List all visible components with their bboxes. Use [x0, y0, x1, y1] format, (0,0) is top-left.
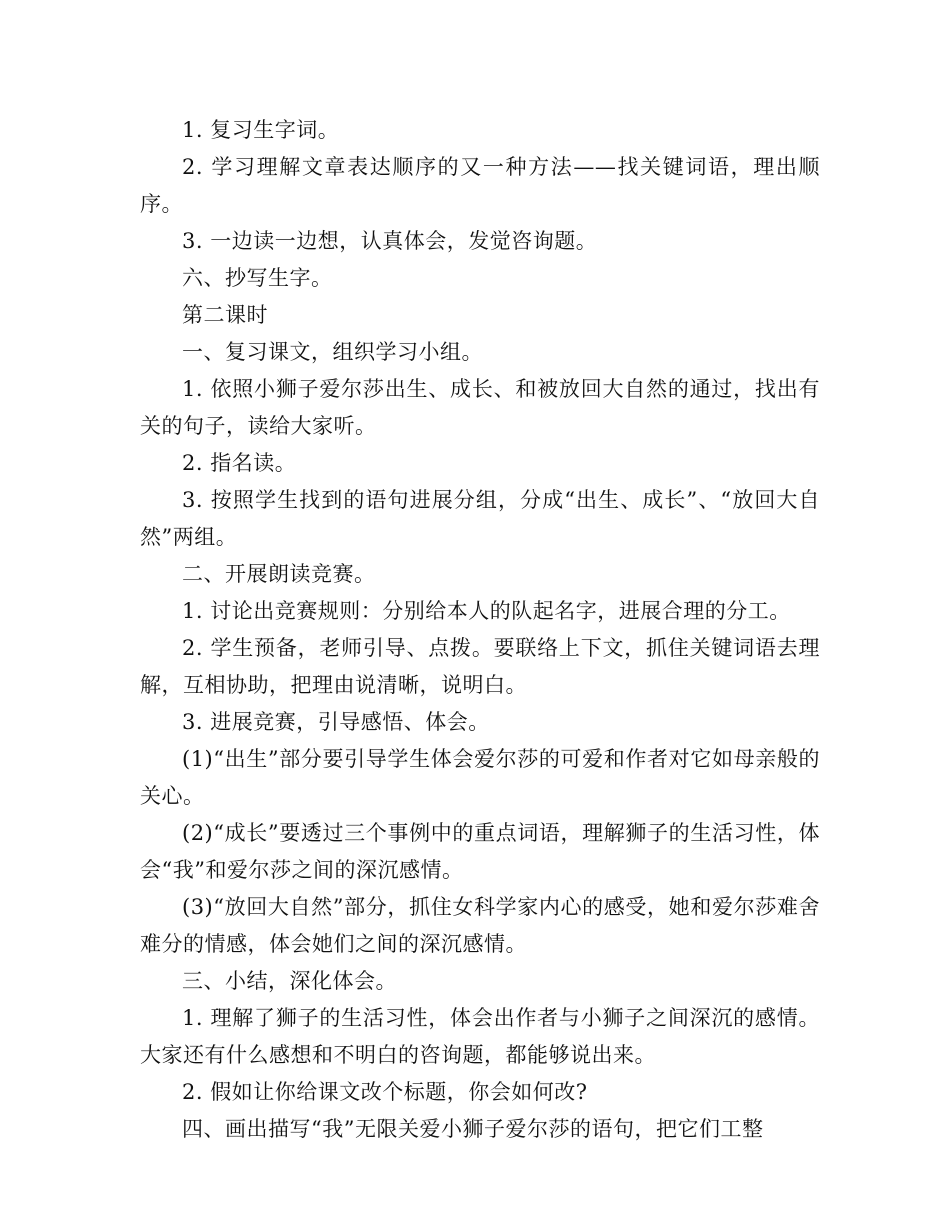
section-heading: 三、小结，深化体会。 [182, 969, 397, 993]
paragraph: 1. 依照小狮子爱尔莎出生、成长、和被放回大自然的通过，找出有关的句子，读给大家听。 [140, 377, 820, 438]
paragraph: 3. 按照学生找到的语句进展分组，分成“出生、成长”、“放回大自然”两组。 [140, 488, 820, 549]
paragraph: (1)“出生”部分要引导学生体会爱尔莎的可爱和作者对它如母亲般的关心。 [140, 747, 820, 808]
document-body [140, 112, 820, 1148]
paragraph: 3. 一边读一边想，认真体会，发觉咨询题。 [182, 229, 598, 253]
section-heading: 一、复习课文，组织学习小组。 [182, 340, 483, 364]
paragraph: 2. 学习理解文章表达顺序的又一种方法——找关键词语，理出顺序。 [140, 155, 820, 216]
paragraph: 3. 进展竞赛，引导感悟、体会。 [182, 710, 490, 734]
paragraph: 2. 指名读。 [182, 451, 297, 475]
paragraph: (3)“放回大自然”部分，抓住女科学家内心的感受，她和爱尔莎难舍难分的情感，体会她们之间的深沉感情。 [140, 895, 820, 956]
lesson-heading: 第二课时 [182, 303, 268, 327]
paragraph: 1. 理解了狮子的生活习性，体会出作者与小狮子之间深沉的感情。大家还有什么感想和不明白的咨询题，都能够说出来。 [140, 1006, 820, 1067]
paragraph: 1. 讨论出竞赛规则：分别给本人的队起名字，进展合理的分工。 [182, 599, 791, 623]
section-heading: 二、开展朗读竞赛。 [182, 562, 376, 586]
section-heading: 四、画出描写“我”无限关爱小狮子爱尔莎的语句，把它们工整 [182, 1117, 764, 1141]
paragraph: 1. 复习生字词。 [182, 118, 340, 142]
paragraph: 2. 学生预备，老师引导、点拨。要联络上下文，抓住关键词语去理解，互相协助，把理由说清晰，说明白。 [140, 636, 820, 697]
paragraph: 2. 假如让你给课文改个标题，你会如何改? [182, 1080, 588, 1104]
paragraph: (2)“成长”要透过三个事例中的重点词语，理解狮子的生活习性，体会“我”和爱尔莎之间的深沉感情。 [140, 821, 820, 882]
section-heading: 六、抄写生字。 [182, 266, 333, 290]
